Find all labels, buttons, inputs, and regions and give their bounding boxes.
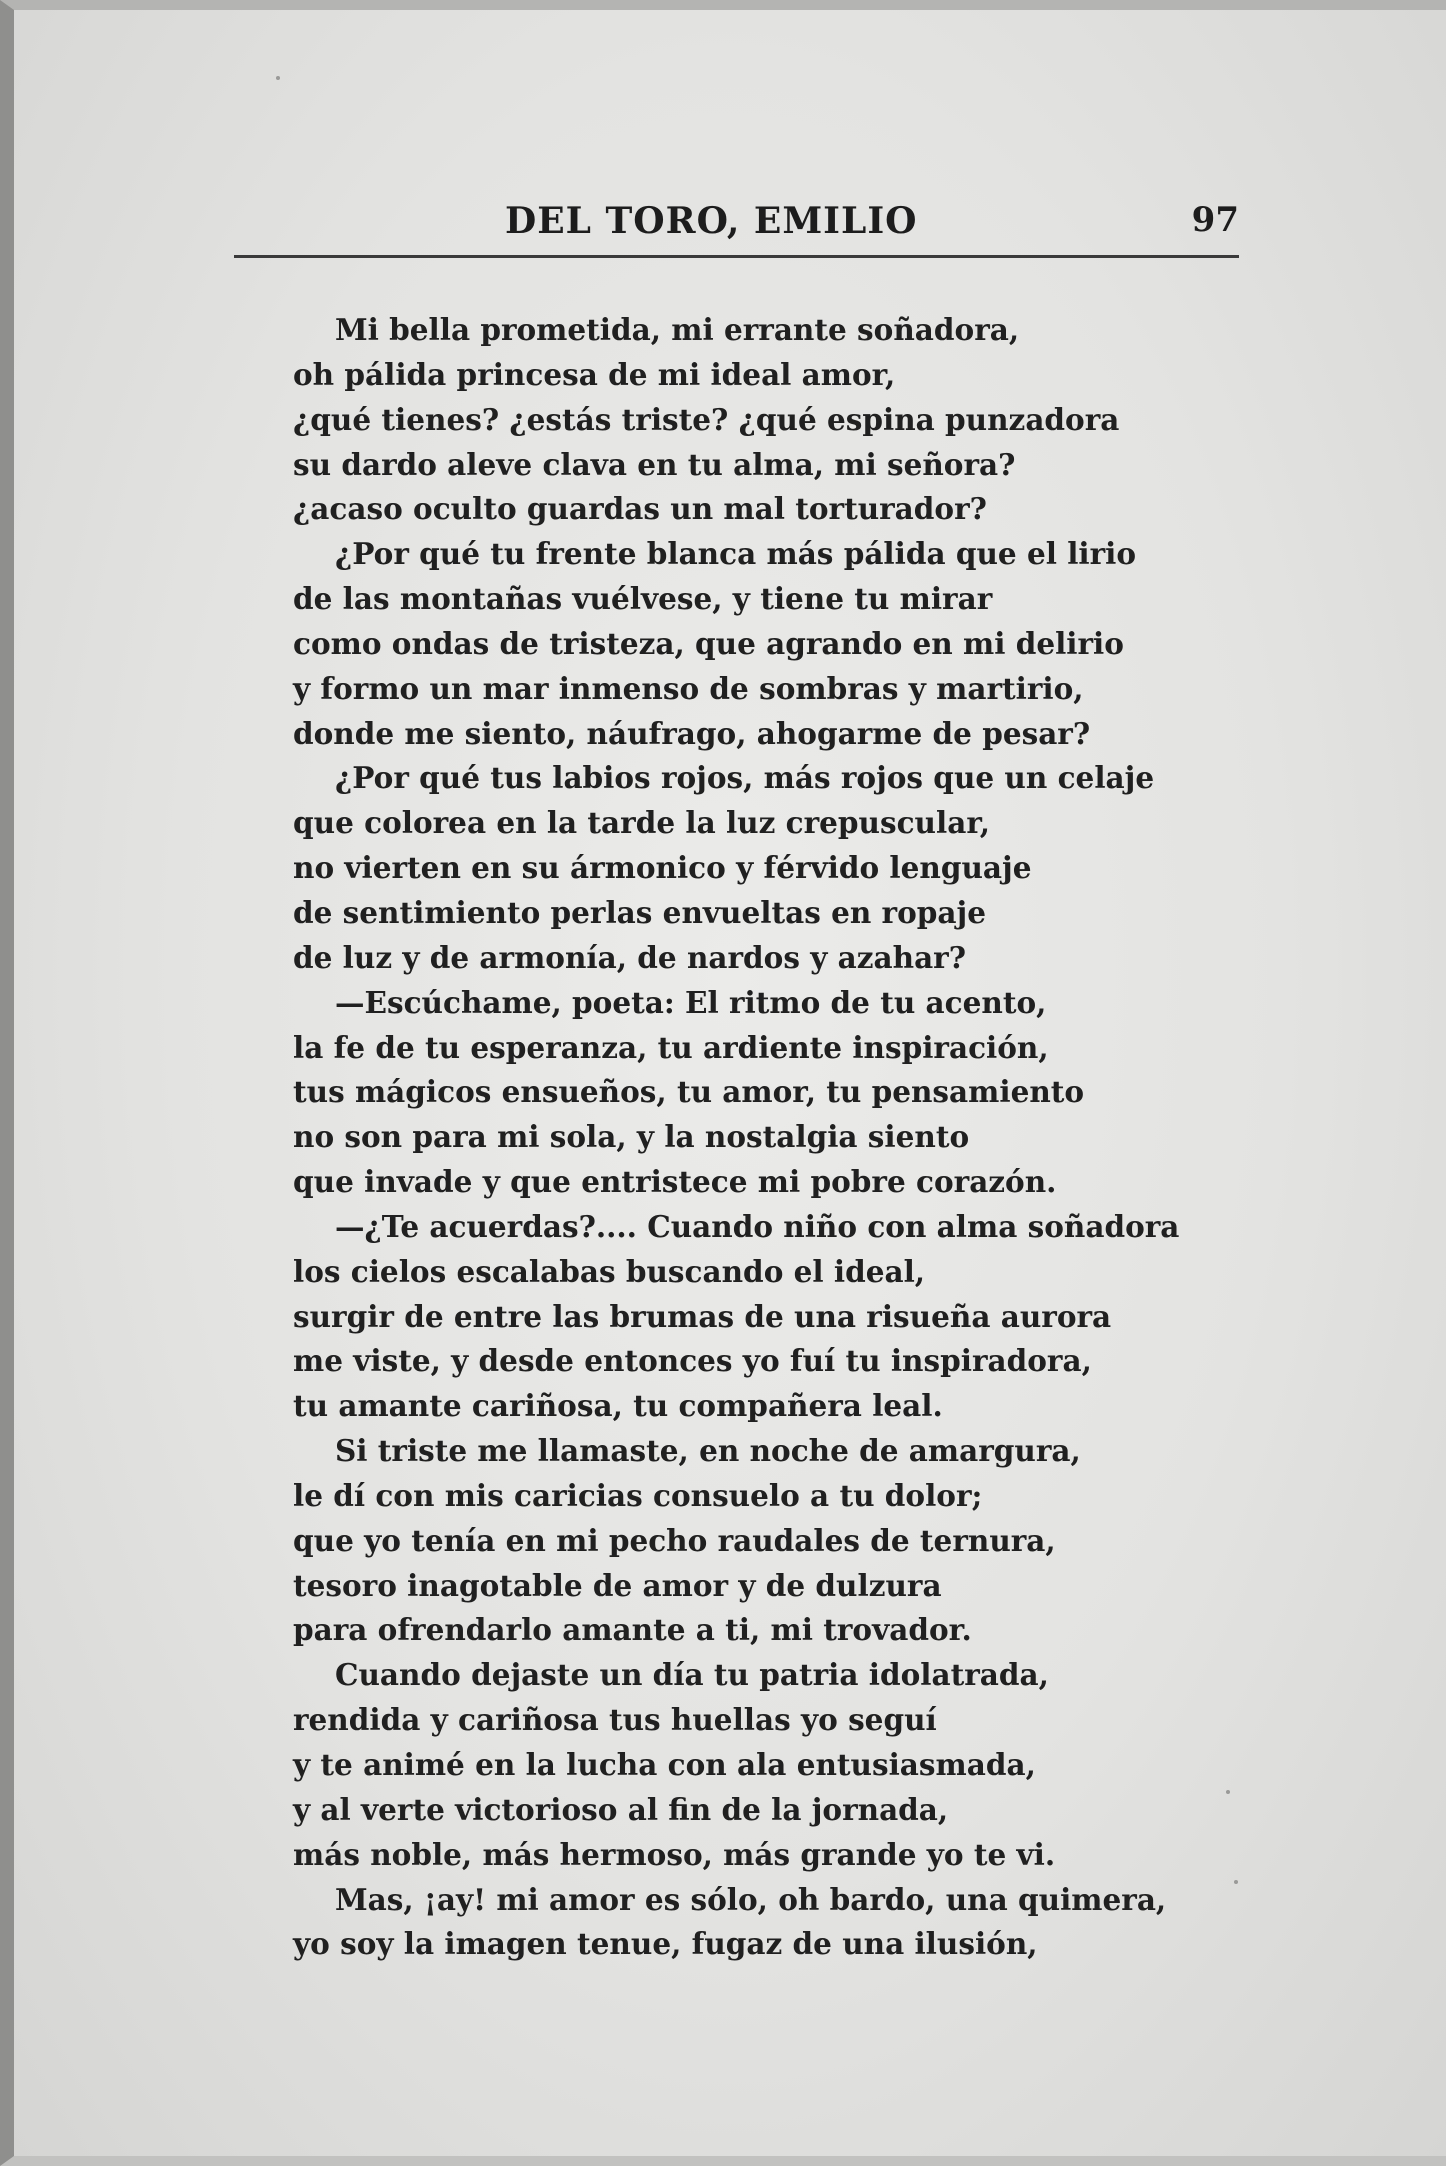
poem-line: no son para mi sola, y la nostalgia siento: [293, 1119, 970, 1155]
poem-line: ¿acaso oculto guardas un mal torturador?: [293, 491, 987, 527]
poem-line: —Escúchame, poeta: El ritmo de tu acento,: [335, 984, 1047, 1020]
poem-line: la fe de tu esperanza, tu ardiente inspiración,: [293, 1029, 1049, 1065]
poem-line: yo soy la imagen tenue, fugaz de una ilusión,: [293, 1926, 1038, 1962]
poem-line: que invade y que entristece mi pobre corazón.: [293, 1164, 1057, 1200]
poem-line: tus mágicos ensueños, tu amor, tu pensamiento: [293, 1074, 1085, 1110]
poem-line: los cielos escalabas buscando el ideal,: [293, 1253, 926, 1289]
poem-line: más noble, más hermoso, más grande yo te vi.: [293, 1836, 1056, 1872]
poem-line: que colorea en la tarde la luz crepuscular,: [293, 805, 990, 841]
poem-line: para ofrendarlo amante a ti, mi trovador.: [293, 1612, 972, 1648]
poem-line: y al verte victorioso al fin de la jornada,: [293, 1791, 949, 1827]
poem-line: tu amante cariñosa, tu compañera leal.: [293, 1388, 943, 1424]
paper-speck: [1234, 1880, 1238, 1884]
poem-line: Cuando dejaste un día tu patria idolatrada,: [335, 1657, 1049, 1693]
poem-line: y te animé en la lucha con ala entusiasmada,: [293, 1747, 1036, 1782]
page-header: [254, 200, 1239, 260]
poem-line: oh pálida princesa de mi ideal amor,: [293, 356, 896, 392]
poem-line: como ondas de tristeza, que agrando en mi delirio: [293, 625, 1124, 661]
poem-line: ¿qué tienes? ¿estás triste? ¿qué espina punzadora: [293, 401, 1120, 437]
poem-line: de sentimiento perlas envueltas en ropaje: [293, 894, 986, 930]
poem-line: Si triste me llamaste, en noche de amargura,: [335, 1433, 1081, 1469]
poem-line: de las montañas vuélvese, y tiene tu mirar: [293, 581, 993, 617]
page-number: 97: [1191, 200, 1239, 240]
poem-line: ¿Por qué tu frente blanca más pálida que el lirio: [335, 536, 1137, 572]
paper-speck: [276, 76, 280, 80]
poem-line: me viste, y desde entonces yo fuí tu inspiradora,: [293, 1343, 1092, 1379]
running-title: DEL TORO, EMILIO: [505, 200, 918, 242]
poem-line: ¿Por qué tus labios rojos, más rojos que un celaje: [335, 760, 1155, 796]
poem-line: rendida y cariñosa tus huellas yo seguí: [293, 1702, 937, 1738]
header-rule: [234, 255, 1239, 258]
poem-body: [293, 308, 1213, 1967]
poem-line: donde me siento, náufrago, ahogarme de pesar?: [293, 715, 1091, 751]
poem-line: y formo un mar inmenso de sombras y martirio,: [293, 670, 1084, 706]
poem-line: no vierten en su ármonico y férvido lenguaje: [293, 850, 1032, 886]
poem-line: su dardo aleve clava en tu alma, mi señora?: [293, 446, 1016, 482]
poem-line: le dí con mis caricias consuelo a tu dolor;: [293, 1477, 983, 1513]
poem-line: tesoro inagotable de amor y de dulzura: [293, 1567, 942, 1603]
poem-line: —¿Te acuerdas?.... Cuando niño con alma soñadora: [335, 1208, 1180, 1244]
poem-line: de luz y de armonía, de nardos y azahar?: [293, 939, 967, 975]
poem-line: que yo tenía en mi pecho raudales de ternura,: [293, 1522, 1056, 1558]
poem-line: Mas, ¡ay! mi amor es sólo, oh bardo, una quimera,: [335, 1881, 1167, 1917]
poem-line: surgir de entre las brumas de una risueña aurora: [293, 1298, 1112, 1334]
paper-speck: [1226, 1790, 1230, 1794]
poem-line: Mi bella prometida, mi errante soñadora,: [335, 312, 1020, 347]
